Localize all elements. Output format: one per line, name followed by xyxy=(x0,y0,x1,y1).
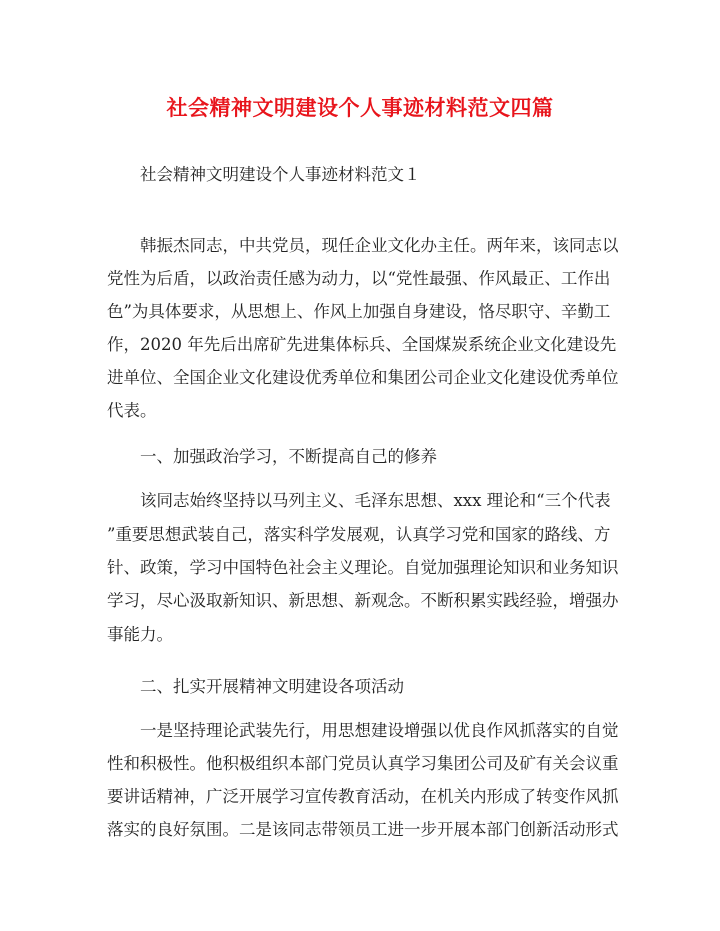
paragraph-line: 代表。 xyxy=(107,401,157,420)
section-subtitle: 社会精神文明建设个人事迹材料范文１ xyxy=(140,165,421,184)
paragraph-line: 韩振杰同志，中共党员，现任企业文化办主任。两年来，该同志以 xyxy=(140,236,619,255)
paragraph-line: 进单位、全国企业文化建设优秀单位和集团公司企业文化建设优秀单位 xyxy=(107,368,619,387)
paragraph-line: 学习，尽心汲取新知识、新思想、新观念。不断积累实践经验，增强办 xyxy=(107,591,619,610)
paragraph-line: 落实的良好氛围。二是该同志带领员工进一步开展本部门创新活动形式 xyxy=(107,820,619,839)
paragraph-line: 党性为后盾，以政治责任感为动力，以“党性最强、作风最正、工作出 xyxy=(107,269,611,288)
section-heading: 二、扎实开展精神文明建设各项活动 xyxy=(140,677,404,696)
paragraph-line: 该同志始终坚持以马列主义、毛泽东思想、xxx 理论和“三个代表 xyxy=(140,491,611,510)
document-title: 社会精神文明建设个人事迹材料范文四篇 xyxy=(166,95,554,120)
paragraph-line: 色”为具体要求，从思想上、作风上加强自身建设，恪尽职守、辛勤工 xyxy=(107,302,611,321)
paragraph-line: 要讲话精神，广泛开展学习宣传教育活动，在机关内形成了转变作风抓 xyxy=(107,787,619,806)
section-heading: 一、加强政治学习，不断提高自己的修养 xyxy=(140,447,437,466)
paragraph-line: 性和积极性。他积极组织本部门党员认真学习集团公司及矿有关会议重 xyxy=(107,754,619,773)
paragraph-line: 针、政策，学习中国特色社会主义理论。自觉加强理论知识和业务知识 xyxy=(107,558,619,577)
paragraph-line: 作，2020 年先后出席矿先进集体标兵、全国煤炭系统企业文化建设先 xyxy=(107,335,617,354)
paragraph-line: 一是坚持理论武装先行，用思想建设增强以优良作风抓落实的自觉 xyxy=(140,721,619,740)
paragraph-line: ”重要思想武装自己，落实科学发展观，认真学习党和国家的路线、方 xyxy=(107,525,611,544)
paragraph-line: 事能力。 xyxy=(107,625,173,644)
